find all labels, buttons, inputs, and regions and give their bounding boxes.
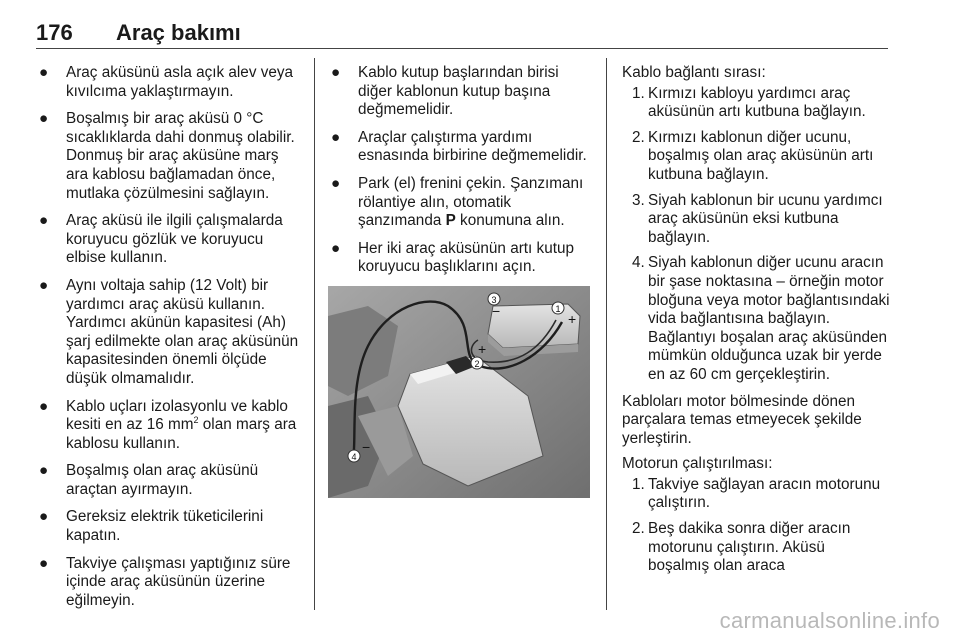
list-item: ● Her iki araç aküsünün artı kutup koruyucu başlıklarını açın. — [331, 239, 574, 276]
cable-routing-note: Kabloları motor bölmesinde dönen parçalara temas etmeyecek şekilde yerleştirin. — [622, 392, 862, 447]
booster-battery — [488, 304, 580, 348]
header-rule — [36, 48, 888, 49]
list-item: ● Araç aküsü ile ilgili çalışmalarda koruyucu gözlük ve koruyucu elbise kullanın. — [39, 212, 283, 267]
svg-text:2: 2 — [474, 358, 480, 369]
page-header — [36, 20, 886, 50]
page-title: Araç bakımı — [116, 20, 241, 45]
column-1 — [36, 64, 304, 619]
engine-bay-drawing — [328, 286, 590, 498]
list-item: ● Kablo uçları izolasyonlu ve kablo kesiti en az 16 $mm^2$ olan marş ara kablosu kullanın. — [39, 397, 297, 452]
engine-start-steps — [622, 476, 890, 576]
list-item: ● Takviye çalışması yaptığınız süre içinde araç aküsünün üzerine eğilmeyin. — [39, 554, 291, 609]
jump-start-illustration — [328, 286, 590, 498]
column-divider-1 — [314, 58, 315, 610]
list-item: 1. Takviye sağlayan aracın motorunu çalıştırın. — [632, 475, 881, 512]
list-item: 3. Siyah kablonun bir ucunu yardımcı araç aküsünün eksi kutbuna bağlayın. — [632, 191, 883, 246]
svg-text:+: + — [568, 310, 577, 327]
list-item: 1. Kırmızı kabloyu yardımcı araç aküsünün artı kutbuna bağlayın. — [632, 84, 866, 121]
column-divider-2 — [606, 58, 607, 610]
watermark: carmanualsonline.info — [719, 608, 940, 633]
list-item: ● Kablo kutup başlarından birisi diğer kablonun kutup başına değmemelidir. — [331, 64, 559, 119]
list-item: ● Aynı voltaja sahip (12 Volt) bir yardımcı araç aküsü kullanın. Yardımcı akünün kapasitesi (Ah) şarj edilmekte olan araç aküsünün kapasitesinden önemli ölçüde düşük olmamalıdır. — [39, 276, 299, 387]
list-item: ● Boşalmış bir araç aküsü 0 °C sıcaklıklarda dahi donmuş olabilir. Donmuş bir araç aküsüne marş ara kablosu bağlamadan önce, mutlaka çözülmesini sağlayın. — [39, 110, 295, 202]
list-item: ● Boşalmış olan araç aküsünü araçtan ayırmayın. — [39, 462, 259, 498]
svg-text:3: 3 — [491, 294, 497, 305]
svg-text:4: 4 — [351, 451, 357, 462]
list-item: 4. Siyah kablonun diğer ucunu aracın bir şase noktasına – örneğin motor bloğuna veya motor bağlantısındaki vida bağlantısına bağlayın. Bağlantıyı boşalan araç aküsünden mümkün olduğunca uzak bir yerde en az 60 cm gerçekleştirin. — [632, 254, 890, 383]
page-number: 176 — [36, 20, 73, 45]
svg-text:−: − — [492, 302, 501, 319]
list-item: ● Gereksiz elektrik tüketicilerini kapatın. — [39, 508, 264, 545]
column-3 — [622, 64, 890, 584]
list-item: 2. Beş dakika sonra diğer aracın motorunu çalıştırın. Aküsü boşalmış olan araca — [632, 520, 851, 575]
engine-start-heading: Motorun çalıştırılması: — [622, 455, 773, 473]
column-2 — [328, 64, 590, 498]
svg-text:−: − — [362, 438, 371, 455]
connection-order-heading: Kablo bağlantı sırası: — [622, 64, 766, 81]
svg-text:+: + — [478, 340, 487, 357]
connection-steps — [622, 85, 890, 385]
list-item: ● Araç aküsünü asla açık alev veya kıvılcıma yaklaştırmayın. — [39, 64, 294, 100]
list-item: ● Park (el) frenini çekin. Şanzımanı rölantiye alın, otomatik şanzımanda P konumuna alın. — [331, 174, 584, 230]
svg-text:1: 1 — [555, 303, 561, 314]
list-item: ● Araçlar çalıştırma yardımı esnasında birbirine değmemelidir. — [331, 128, 587, 165]
list-item: 2. Kırmızı kablonun diğer ucunu, boşalmış olan araç aküsünün artı kutbuna bağlayın. — [632, 128, 874, 183]
precaution-list — [36, 64, 304, 610]
preparation-list — [328, 64, 590, 277]
